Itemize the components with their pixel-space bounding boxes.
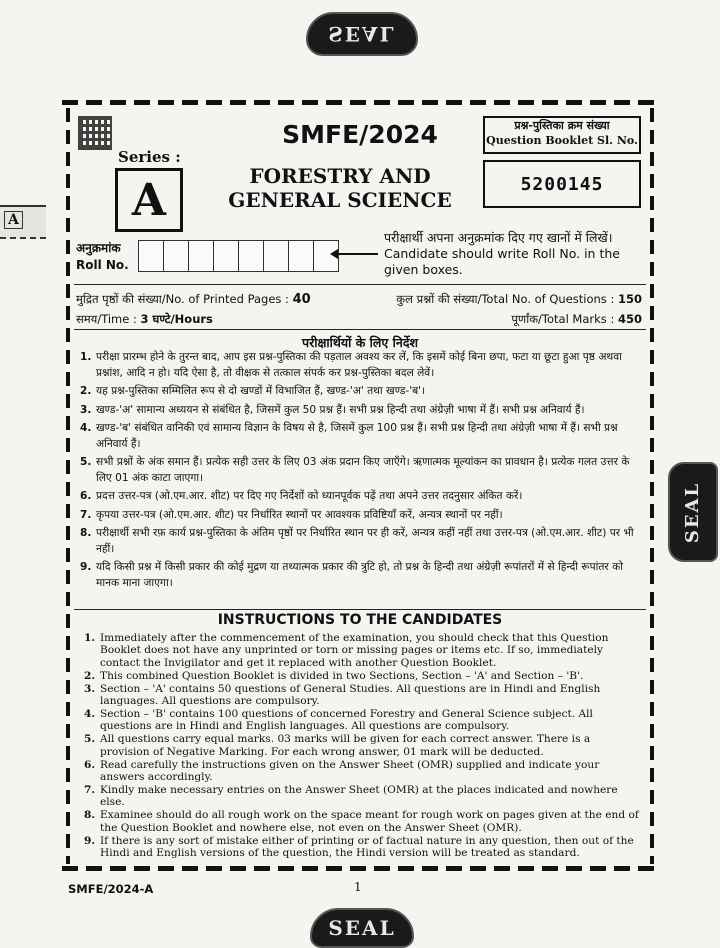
list-item <box>84 759 640 784</box>
total-questions <box>384 292 642 307</box>
item-text: खण्ड-'ब' संबंधित वानिकी एवं सामान्य विज्ञान के विषय से है, जिसमें कुल 100 प्रश्न हैं। सभी प्रश्न हिन्दी तथा अंग्रेज़ी भाषा में हैं। सभी प्रश्न अनिवार्य हैं। <box>96 422 618 450</box>
roll-digit-box[interactable] <box>138 240 164 272</box>
list-item <box>84 784 640 809</box>
item-text: This combined Question Booklet is divided in two Sections, Section – 'A' and Section – 'B'. <box>100 669 584 682</box>
dashed-border-bottom <box>62 866 654 871</box>
roll-digit-box[interactable] <box>163 240 189 272</box>
booklet-serial-label-box <box>483 116 641 154</box>
series-box <box>115 168 183 232</box>
printed-pages <box>76 292 311 307</box>
item-text: Read carefully the instructions given on the Answer Sheet (OMR) supplied and indicate your answers accordingly. <box>100 758 600 783</box>
dashed-border-top <box>62 100 654 105</box>
time-value: 3 घण्टे/Hours <box>140 312 213 326</box>
item-number: 2. <box>84 669 96 682</box>
booklet-label-hindi: प्रश्न-पुस्तिका क्रम संख्या <box>514 119 610 132</box>
roll-number-boxes[interactable] <box>138 240 338 272</box>
item-number: 3. <box>80 403 92 416</box>
list-item <box>84 708 640 733</box>
roll-instruction-english: Candidate should write Roll No. in the given boxes. <box>384 246 620 277</box>
seal-side-text: SEAL <box>682 481 704 543</box>
hindi-instructions-heading: परीक्षार्थियों के लिए निर्देश <box>302 335 418 350</box>
arrow-left-icon <box>336 253 378 255</box>
seal-stamp-top <box>306 12 418 56</box>
total-questions-label: कुल प्रश्नों की संख्या/Total No. of Questions : <box>396 292 615 306</box>
series-value: A <box>131 174 167 226</box>
list-item <box>84 670 640 682</box>
item-text: Section – 'B' contains 100 questions of concerned Forestry and General Science subject. All questions are in Hindi and English languages. All questions are compulsory. <box>100 707 593 733</box>
english-instructions-heading: INSTRUCTIONS TO THE CANDIDATES <box>217 612 503 628</box>
time <box>76 312 213 327</box>
seal-stamp-side <box>668 462 718 562</box>
list-item <box>80 508 646 524</box>
item-number: 7. <box>84 783 96 796</box>
item-text: यदि किसी प्रश्न में किसी प्रकार की कोई मुद्रण या तथ्यात्मक प्रकार की त्रुटि हो, तो प्रश्न के हिन्दी तथा अंग्रेज़ी रूपांतरों में से हिन्दी रूपांतर को मानक माना जाएगा। <box>96 561 623 589</box>
item-number: 6. <box>80 490 92 502</box>
list-item <box>80 560 646 591</box>
item-number: 3. <box>84 682 96 695</box>
divider <box>74 329 646 330</box>
hindi-instructions-list <box>80 350 646 594</box>
list-item <box>80 403 646 419</box>
roll-label-english: Roll No. <box>76 258 129 272</box>
roll-digit-box[interactable] <box>188 240 214 272</box>
list-item <box>80 526 646 557</box>
roll-digit-box[interactable] <box>263 240 289 272</box>
booklet-serial-number: 5200145 <box>483 160 641 208</box>
roll-label-hindi: अनुक्रमांक <box>76 241 121 255</box>
list-item <box>80 384 646 400</box>
item-text: All questions carry equal marks. 03 marks will be given for each correct answer. There is a provision of Negative Marking. For each wrong answer, 01 mark will be deducted. <box>100 733 591 758</box>
list-item <box>84 683 640 708</box>
item-number: 7. <box>80 508 92 521</box>
qr-code-icon <box>78 116 112 150</box>
item-number: 4. <box>80 422 92 434</box>
list-item <box>84 632 640 669</box>
item-text: कृपया उत्तर-पत्र (ओ.एम.आर. शीट) पर निर्धारित स्थानों पर आवश्यक प्रविष्टियाँ करें, अन्यत्र स्थानों पर नहीं। <box>96 508 503 521</box>
left-edge-tab <box>0 205 46 239</box>
booklet-label-english: Question Booklet Sl. No. <box>486 134 638 147</box>
list-item <box>80 455 646 486</box>
item-text: सभी प्रश्नों के अंक समान हैं। प्रत्येक सही उत्तर के लिए 03 अंक प्रदान किए जाएँगे। ऋणात्मक मूल्यांकन का प्रावधान है। प्रत्येक गलत उत्तर के लिए 01 अंक काटा जाएगा। <box>96 456 630 484</box>
item-text: खण्ड-'अ' सामान्य अध्ययन से संबंधित है, जिसमें कुल 50 प्रश्न हैं। सभी प्रश्न हिन्दी तथा अंग्रेज़ी भाषा में हैं। सभी प्रश्न अनिवार्य हैं। <box>96 403 585 416</box>
item-number: 9. <box>84 834 96 847</box>
item-text: यह प्रश्न-पुस्तिका सम्मिलित रूप से दो खण्डों में विभाजित हैं, खण्ड-'अ' तथा खण्ड-'ब'। <box>96 385 426 397</box>
printed-pages-value: 40 <box>292 292 311 307</box>
list-item <box>80 350 646 381</box>
roll-digit-box[interactable] <box>288 240 314 272</box>
item-text: Immediately after the commencement of the examination, you should check that this Question Booklet does not have any unprinted or torn or missing pages or items etc. If so, immediately contact the Invigilator and get it replaced with another Question Booklet. <box>100 632 609 669</box>
roll-label <box>76 240 129 274</box>
item-number: 8. <box>84 809 96 822</box>
left-tab-label: A <box>4 211 23 229</box>
roll-digit-box[interactable] <box>213 240 239 272</box>
english-instructions-list <box>84 632 640 860</box>
item-text: प्रदत्त उत्तर-पत्र (ओ.एम.आर. शीट) पर दिए गए निर्देशों को ध्यानपूर्वक पढ़ें तथा अपने उत्तर तदनुसार अंकित करें। <box>96 490 523 502</box>
roll-instruction <box>384 230 650 278</box>
item-number: 4. <box>84 707 96 720</box>
item-text: Kindly make necessary entries on the Answer Sheet (OMR) at the places indicated and nowhere else. <box>100 783 618 809</box>
series-label: Series : <box>118 148 181 166</box>
seal-stamp-bottom <box>310 908 414 948</box>
footer-code: SMFE/2024-A <box>68 882 154 896</box>
seal-bottom-text: SEAL <box>328 916 396 940</box>
divider <box>74 284 646 285</box>
list-item <box>80 421 646 452</box>
item-number: 1. <box>80 351 92 363</box>
printed-pages-label: मुद्रित पृष्ठों की संख्या/No. of Printed Pages : <box>76 292 289 306</box>
dashed-border-right <box>650 108 654 864</box>
list-item <box>80 489 646 505</box>
divider <box>74 609 646 610</box>
item-number: 5. <box>84 733 96 746</box>
list-item <box>84 733 640 758</box>
subject-title-line1: FORESTRY AND <box>249 164 431 188</box>
item-number: 1. <box>84 632 96 644</box>
item-text: परीक्षा प्रारम्भ होने के तुरन्त बाद, आप इस प्रश्न-पुस्तिका की पड़ताल अवश्य कर लें, कि इसमें कोई बिना छपा, फटा या छूटा हुआ पृष्ठ अथवा प्रश्नांश, आदि न हो। यदि ऐसा है, तो वीक्षक से तत्काल संपर्क कर प्रश्न-पुस्तिका बदल लेवें। <box>96 351 622 379</box>
dashed-border-left <box>66 108 70 864</box>
item-text: If there is any sort of mistake either of printing or of factual nature in any question, then out of the Hindi and English versions of the question, the Hindi version will be treated as standard. <box>100 834 634 859</box>
total-questions-value: 150 <box>617 292 642 306</box>
item-number: 8. <box>80 527 92 539</box>
item-number: 2. <box>80 385 92 397</box>
total-marks <box>440 312 642 327</box>
total-marks-label: पूर्णांक/Total Marks : <box>511 312 615 326</box>
roll-instruction-hindi: परीक्षार्थी अपना अनुक्रमांक दिए गए खानों में लिखें। <box>384 230 613 245</box>
time-label: समय/Time : <box>76 312 137 326</box>
list-item <box>84 809 640 834</box>
list-item <box>84 835 640 860</box>
total-marks-value: 450 <box>617 312 642 326</box>
roll-digit-box[interactable] <box>238 240 264 272</box>
item-number: 9. <box>80 561 92 573</box>
item-text: Examinee should do all rough work on the space meant for rough work on pages given at the end of the Question Booklet and nowhere else, not even on the Answer Sheet (OMR). <box>100 809 639 834</box>
item-text: Section – 'A' contains 50 questions of General Studies. All questions are in Hindi and English languages. All questions are compulsory. <box>100 682 601 708</box>
seal-top-text: SEAL <box>328 22 396 46</box>
subject-title-line2: GENERAL SCIENCE <box>228 188 452 212</box>
item-number: 5. <box>80 456 92 468</box>
item-text: परीक्षार्थी सभी रफ़ कार्य प्रश्न-पुस्तिका के अंतिम पृष्ठों पर निर्धारित स्थान पर ही करें, अन्यत्र कहीं नहीं तथा उत्तर-पत्र (ओ.एम.आर. शीट) पर भी नहीं। <box>96 527 634 555</box>
exam-title: SMFE/2024 <box>282 120 438 149</box>
item-number: 6. <box>84 758 96 771</box>
page-number: 1 <box>354 880 362 894</box>
